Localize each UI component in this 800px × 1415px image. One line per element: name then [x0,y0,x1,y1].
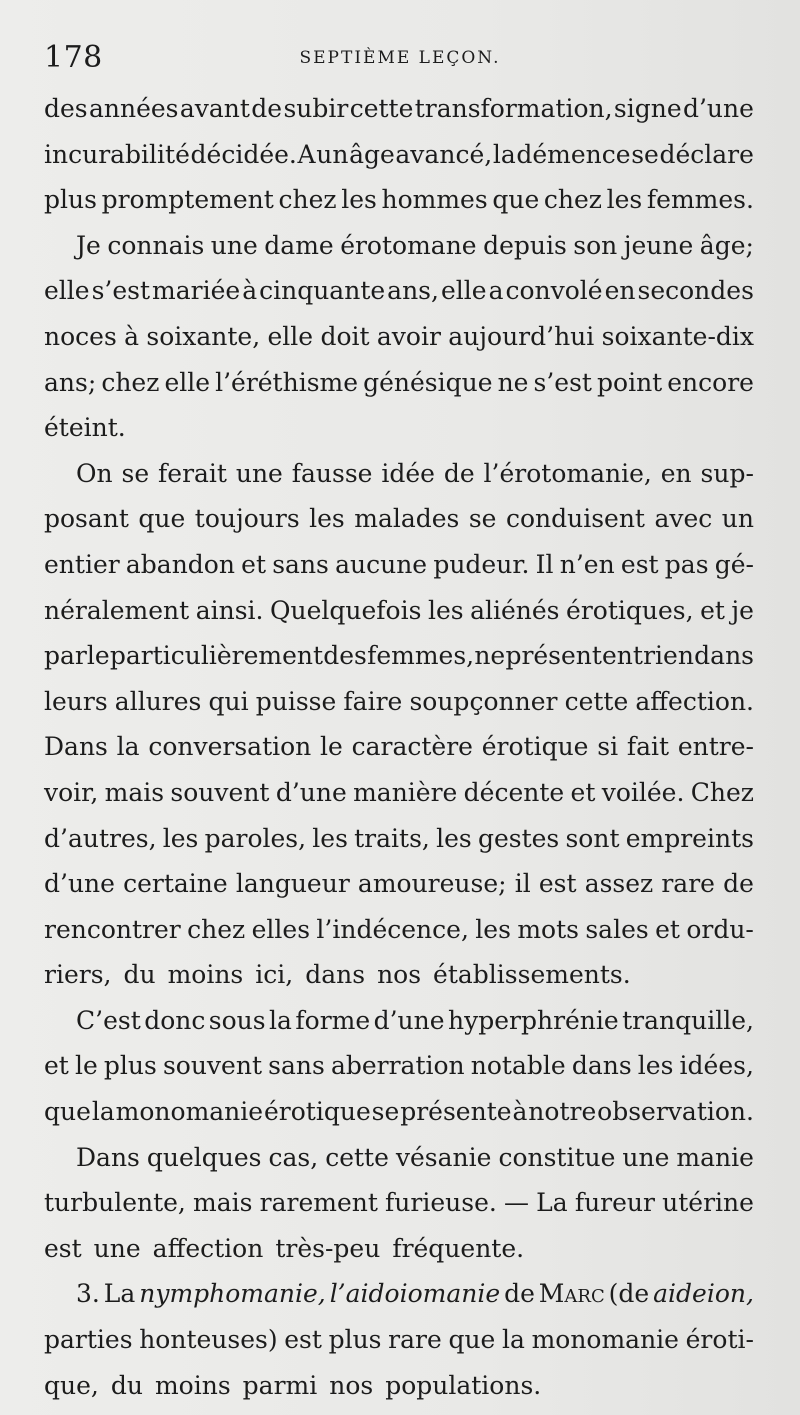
word: à [124,321,140,351]
word: une [235,458,283,488]
word: vésanie [395,1142,492,1172]
word: ferait [158,458,227,488]
word: est [44,1233,82,1263]
word: que [492,185,540,215]
word: un [316,139,349,169]
word: posant [44,504,129,534]
text-line [44,405,754,451]
word: se [371,1097,400,1127]
word: je [731,595,754,625]
word: noces [44,321,117,351]
word: ainsi. [195,595,264,625]
word: signe [613,94,682,123]
word: voir, [44,777,99,807]
word: mais [104,777,165,807]
word: d’une [373,1005,445,1035]
text-line [44,132,754,178]
word: ans; [44,367,97,397]
word: sup- [700,458,754,488]
word: très-peu [275,1233,381,1263]
word: en [604,276,636,306]
text-line [44,1271,754,1317]
word: rien [643,641,694,671]
word: dame [264,230,334,260]
text-line [44,907,754,953]
word: cette [564,686,629,716]
word: les [162,823,199,853]
word: elle [164,367,211,397]
word: doit [320,321,370,351]
word: une [93,1233,141,1263]
word: âge; [699,230,754,260]
word: du [110,1370,143,1400]
word: Je [76,230,101,260]
word: elle [44,276,90,306]
word: C’est [76,1005,141,1035]
text-line [44,496,754,542]
text-line [44,1089,754,1135]
word: langueur [235,869,350,899]
word: plus [103,1051,157,1081]
word: moins [167,960,244,990]
word: et [44,1051,69,1081]
word: âge [349,139,395,169]
word: notable [470,1051,566,1081]
word: et [700,595,725,625]
word: présente [400,1097,512,1127]
word: malades [354,504,460,534]
word: puisse [255,686,337,716]
word: que [448,1325,496,1355]
word: s’est [533,367,592,397]
word: les [312,823,348,853]
word: Quelquefois [270,595,422,625]
word: On [76,458,113,488]
text-line [44,1317,754,1363]
word: la [91,1097,115,1127]
word: souvent [162,1051,263,1081]
text-line [44,451,754,497]
word: avant [179,94,250,123]
text-line [44,86,754,132]
word: chez [278,185,337,215]
word: décidée. [190,139,297,169]
word: voilée. [601,777,685,807]
running-head: SEPTIÈME LEÇON. [299,48,501,68]
word: les [475,914,511,944]
word: une [622,1142,670,1172]
word: cette [325,1142,389,1172]
word: allures [114,686,202,716]
word: depuis [483,230,567,260]
word: 3. [76,1279,100,1309]
word: ici, [255,960,294,990]
word: empreints [625,823,754,853]
page-number: 178 [44,40,103,75]
word: constitue [498,1142,616,1172]
word: gé- [714,549,754,579]
word: faire [343,686,403,716]
word: conversation [148,732,312,762]
word: d’une [682,94,754,123]
word: avoir [376,321,441,351]
word: pas [664,549,709,579]
word: d’autres, [44,823,157,853]
word: connais [107,230,205,260]
word: des [323,641,367,671]
word: amoureuse; [357,869,507,899]
word: traits, [354,823,430,853]
word: ordu- [686,914,754,944]
word: incurabilité [44,139,190,169]
word: particulièrement [109,641,324,671]
word: aliénés [470,595,560,625]
word: populations. [385,1370,542,1400]
text-line [44,1135,754,1181]
word: qui [208,686,249,716]
text-line [44,360,754,406]
word: n’en [559,549,615,579]
word: sans [272,549,329,579]
word: se [121,458,150,488]
word: plus [44,185,97,215]
word: manière [353,777,458,807]
word: observation. [597,1097,754,1127]
word: entier [44,549,120,579]
word: tranquille, [622,1005,754,1035]
word: affection. [635,686,754,716]
word: ne [497,367,529,397]
word: elle [440,276,487,306]
word: entre- [677,732,754,762]
word: sont [565,823,620,853]
word: riers, [44,960,112,990]
word: caractère [351,732,473,762]
word: si [597,732,619,762]
word: elles [251,914,311,944]
word: nos [329,1370,374,1400]
word: est [620,549,659,579]
word: parle [44,641,110,671]
word: dans [694,641,754,671]
text-line [44,314,754,360]
body-text [44,86,754,1408]
word: La [536,1188,568,1218]
word: (de [608,1279,650,1309]
word: éteint. [44,413,126,443]
word: d’une [275,777,347,807]
word: moins [154,1370,231,1400]
word: Chez [690,777,754,807]
word: fait [626,732,670,762]
word: une [210,230,258,260]
word: les [427,595,464,625]
word: du [123,960,156,990]
word: donc [144,1005,206,1035]
word: quelques [146,1142,262,1172]
word: se [631,139,659,169]
word: hyperphrénie [447,1005,619,1035]
word: est [538,869,577,899]
word: nymphomanie, [139,1279,326,1309]
word: jeune [623,230,694,260]
word: dans [305,960,366,990]
word: néralement [44,595,190,625]
word: femmes. [646,185,754,215]
word: transformation, [414,94,613,123]
text-line [44,1363,754,1409]
word: Marc [538,1279,605,1309]
word: avec [654,504,713,534]
word: turbulente, [44,1188,186,1218]
word: il [514,869,531,899]
word: érotique [264,1097,371,1127]
word: des [44,94,88,123]
word: conduisent [505,504,645,534]
word: en [660,458,692,488]
word: le [320,732,343,762]
word: années [88,94,179,123]
word: l’éréthisme [215,367,359,397]
text-line [44,633,754,679]
word: parmi [242,1370,318,1400]
text-line [44,679,754,725]
word: cinquante [259,276,386,306]
word: La [103,1279,136,1309]
text-line [44,177,754,223]
word: que, [44,1370,99,1400]
word: parties [44,1325,133,1355]
word: soupçonner [409,686,558,716]
word: femmes, [367,641,475,671]
text-line [44,861,754,907]
word: forme [295,1005,371,1035]
word: érotique [481,732,589,762]
text-line [44,998,754,1044]
word: à [512,1097,528,1127]
word: de [251,94,283,123]
word: sous [208,1005,266,1035]
word: les [637,1051,674,1081]
word: assez [584,869,654,899]
word: l’indécence, [316,914,469,944]
text-line [44,542,754,588]
word: aucune [335,549,428,579]
word: un [721,504,754,534]
word: aideion, [653,1279,754,1309]
word: la [269,1005,292,1035]
word: souvent [170,777,270,807]
word: érotiques, [566,595,694,625]
word: de [723,869,754,899]
word: les [436,823,472,853]
word: chez [101,367,160,397]
word: monomanie [115,1097,264,1127]
word: de [504,1279,535,1309]
word: sales [585,914,649,944]
word: plus [328,1325,382,1355]
word: fureur [574,1188,655,1218]
word: encore [667,367,754,397]
word: l’érotomanie, [483,458,652,488]
word: dans [571,1051,632,1081]
word: Dans [76,1142,140,1172]
word: ne [474,641,506,671]
text-line [44,770,754,816]
word: elle [267,321,314,351]
word: mariée [152,276,241,306]
word: rare [388,1325,442,1355]
word: que [138,504,186,534]
word: éroti- [685,1325,754,1355]
word: les [606,185,643,215]
text-line [44,724,754,770]
word: promptement [101,185,274,215]
word: avancé, [395,139,493,169]
word: — [503,1188,529,1218]
word: utérine [662,1188,754,1218]
word: l’aidoiomanie [329,1279,501,1309]
word: secondes [637,276,754,306]
word: monomanie [531,1325,679,1355]
word: les [341,185,377,215]
word: la [492,139,516,169]
word: cas, [268,1142,319,1172]
word: démence [516,139,631,169]
word: déclare [659,139,754,169]
text-line [44,1043,754,1089]
word: a [488,276,504,306]
word: aberration [330,1051,465,1081]
word: rencontrer [44,914,181,944]
word: Dans [44,732,108,762]
word: érotomane [340,230,477,260]
word: soixante-dix [601,321,754,351]
word: Il [535,549,554,579]
word: convolé [505,276,603,306]
word: chez [543,185,602,215]
word: pudeur. [433,549,530,579]
word: soixante, [146,321,261,351]
word: ans, [387,276,439,306]
word: A [297,139,316,169]
text-line [44,223,754,269]
word: manie [676,1142,754,1172]
word: que [44,1097,91,1127]
word: sans [268,1051,325,1081]
text-line [44,268,754,314]
text-line [44,816,754,862]
word: furieuse. [385,1188,497,1218]
text-line [44,952,754,998]
page-header [40,40,760,80]
word: la [116,732,140,762]
word: à [242,276,258,306]
word: abandon [125,549,235,579]
word: et [241,549,267,579]
word: et [570,777,596,807]
word: fréquente. [392,1233,525,1263]
word: établissements. [433,960,631,990]
word: idée [381,458,435,488]
word: d’une [44,869,115,899]
word: génésique [363,367,493,397]
word: subir [283,94,349,123]
word: idées, [679,1051,754,1081]
word: décente [463,777,565,807]
word: paroles, [204,823,307,853]
word: et [655,914,680,944]
word: les [309,504,345,534]
word: son [573,230,618,260]
word: fausse [291,458,373,488]
word: se [468,504,497,534]
word: point [597,367,663,397]
word: le [74,1051,98,1081]
word: affection [152,1233,264,1263]
word: honteuses) [139,1325,278,1355]
word: mots [517,914,579,944]
word: cette [349,94,414,123]
word: aujourd’hui [448,321,595,351]
text-line [44,1226,754,1272]
word: rarement [259,1188,378,1218]
word: s’est [91,276,151,306]
word: gestes [477,823,560,853]
word: nos [377,960,422,990]
word: notre [528,1097,597,1127]
word: la [502,1325,525,1355]
word: certaine [123,869,228,899]
word: de [443,458,475,488]
word: mais [193,1188,253,1218]
word: hommes [381,185,488,215]
word: chez [187,914,246,944]
word: est [284,1325,322,1355]
word: rare [661,869,715,899]
text-line [44,588,754,634]
text-line [44,1180,754,1226]
word: toujours [194,504,300,534]
word: présentent [505,641,643,671]
word: leurs [44,686,108,716]
